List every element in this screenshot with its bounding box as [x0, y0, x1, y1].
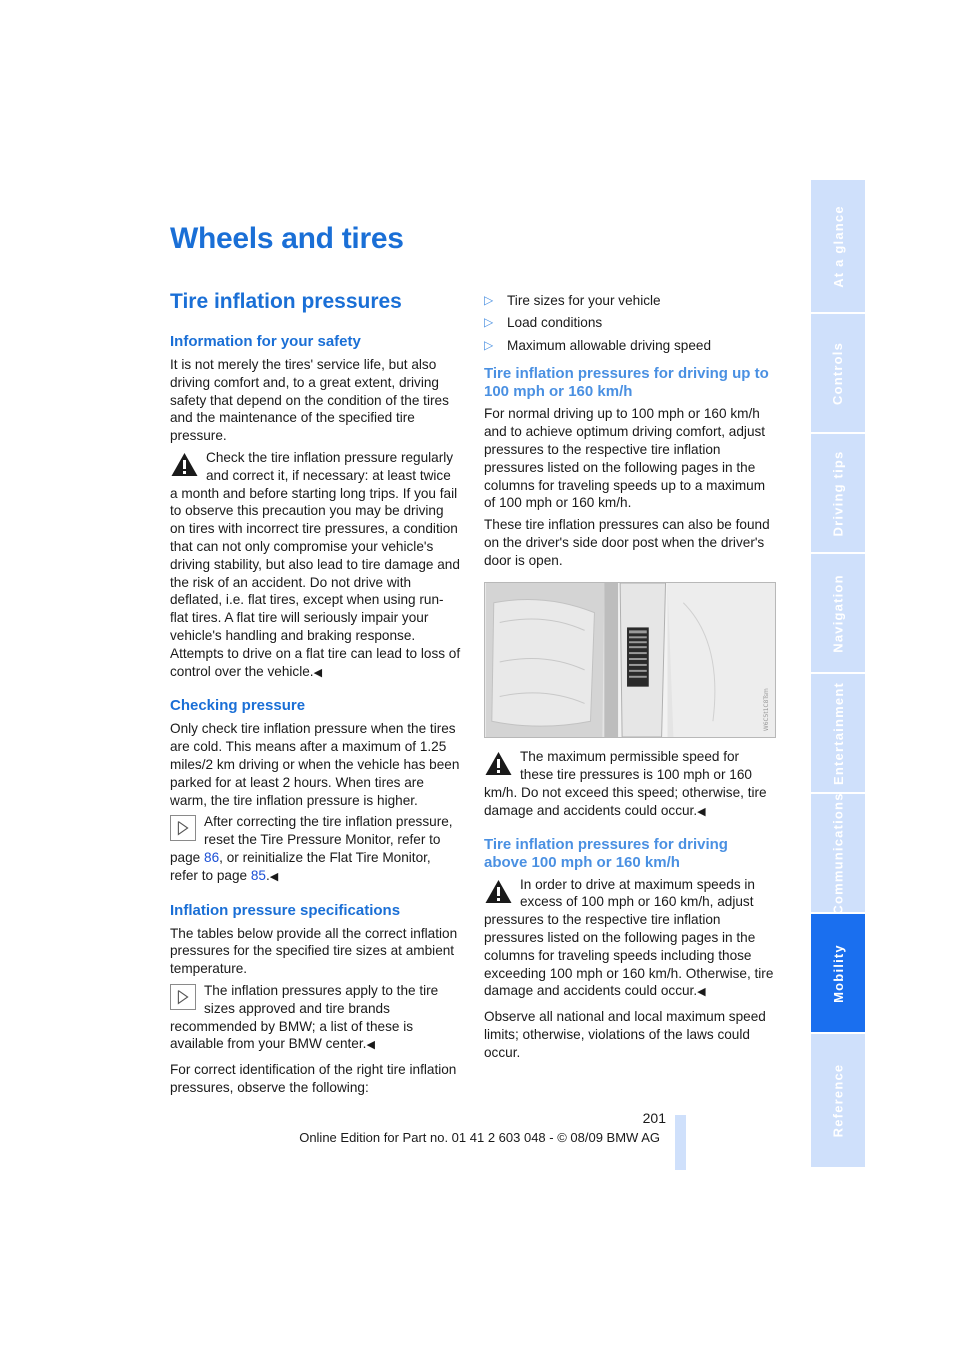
tab-controls[interactable]: Controls — [811, 314, 865, 432]
end-marker-icon: ◀ — [697, 805, 706, 818]
tab-at-a-glance[interactable]: At a glance — [811, 180, 865, 312]
tab-communications[interactable]: Communications — [811, 794, 865, 912]
heading-up-to-100: Tire inflation pressures for driving up to 100 mph or 160 km/h — [484, 365, 769, 401]
tab-entertainment[interactable]: Entertainment — [811, 674, 865, 792]
door-post-photo — [484, 582, 776, 738]
note-text-c: . — [265, 867, 270, 883]
info-note-approved-sizes — [170, 982, 461, 1055]
info-note-reset-monitor — [170, 813, 461, 886]
chapter-tabs — [811, 180, 865, 1167]
note-arrow-icon — [170, 815, 196, 841]
warning-note-regular-check — [170, 449, 461, 682]
heading-safety: Information for your safety — [170, 333, 361, 350]
page-number: 201 — [642, 1110, 666, 1126]
list-item: ▷ Tire sizes for your vehicle — [484, 293, 661, 308]
list-item: ▷ Load conditions — [484, 315, 603, 331]
heading-specifications: Inflation pressure specifications — [170, 901, 401, 919]
bullet-triangle-icon: ▷ — [484, 337, 494, 352]
warning-text: The maximum permissible speed for these tire pressures is 100 mph or 160 km/h. Do not exceed this speed; otherwise, tire damage and accidents could occur. — [484, 749, 767, 818]
paragraph-speed-limits: Observe all national and local maximum speed limits; otherwise, violations of the laws could occur. — [484, 1009, 766, 1060]
list-item: ▷ Maximum allowable driving speed — [484, 337, 711, 353]
heading-checking: Checking pressure — [170, 697, 306, 715]
warning-note-above-100 — [484, 876, 775, 1003]
warning-text: Check the tire inflation pressure regularly and correct it, if necessary: at least twice a month and before starting long trips. If you fail to observe this precaution you may be driving on tires with incorrect tire pressures, a condition that can not only compromise your vehicle's driving stability, but also lead to tire damage and the risk of an accident. Do not drive with deflated, i.e. flat tires, except when using run-flat tires. A flat tire will seriously impair your vehicle's handling and braking response. Attempts to drive on a flat tire can lead to loss of control over the vehicle. — [170, 449, 461, 679]
end-marker-icon: ◀ — [366, 1039, 375, 1052]
warning-triangle-icon — [484, 878, 513, 905]
end-marker-icon: ◀ — [697, 986, 706, 999]
criteria-list — [484, 292, 775, 355]
bullet-triangle-icon: ▷ — [484, 293, 494, 307]
left-column — [170, 332, 461, 1101]
warning-triangle-icon — [484, 750, 513, 777]
photo-code: W6C5t1C8Tsm — [764, 687, 771, 731]
footer-accent-bar — [675, 1115, 686, 1170]
note-arrow-icon — [170, 984, 196, 1010]
bullet-triangle-icon: ▷ — [484, 315, 494, 330]
page-link-85[interactable]: 85 — [250, 867, 266, 883]
end-marker-icon: ◀ — [313, 666, 323, 679]
paragraph-safety: It is not merely the tires' service life, but also driving comfort and, to a great extent, driving safety that depend on the condition of the tires and the maintenance of the specified tire pressure. — [170, 357, 449, 444]
warning-triangle-icon — [170, 451, 199, 478]
footer-edition: Online Edition for Part no. 01 41 2 603 048 - © 08/09 BMW AG — [299, 1130, 660, 1145]
warning-text: In order to drive at maximum speeds in excess of 100 mph or 160 km/h, adjust pressures to the respective tire inflation pressures listed on the following pages in the columns for traveling speeds including those exceeding 100 mph or 160 km/h. Otherwise, tire damage and accidents could occur. — [484, 876, 774, 999]
section-title: Tire inflation pressures — [170, 290, 402, 313]
warning-note-max-speed — [484, 748, 775, 821]
note-text-a: After correcting the tire inflation pressure, reset the Tire Pressure Monitor, refer to page — [170, 814, 453, 865]
note-text: The inflation pressures apply to the tire sizes approved and tire brands recommended by BMW; a list of these is available from your BMW center. — [170, 982, 439, 1052]
tab-navigation[interactable]: Navigation — [811, 554, 865, 672]
paragraph-up-to-100: For normal driving up to 100 mph or 160 km/h and to achieve optimum driving comfort, adjust pressures to the respective tire inflation pressures listed on the following pages in the columns for traveling speeds up to a maximum of 100 mph or 160 km/h. — [484, 406, 766, 511]
paragraph-identification: For correct identification of the right tire inflation pressures, observe the following: — [170, 1062, 457, 1095]
heading-above-100: Tire inflation pressures for driving above 100 mph or 160 km/h — [484, 835, 728, 871]
tab-driving-tips[interactable]: Driving tips — [811, 434, 865, 552]
note-text-b: , or reinitialize the Flat Tire Monitor, refer to page — [170, 849, 431, 883]
paragraph-checking: Only check tire inflation pressure when the tires are cold. This means after a maximum of 1.25 miles/2 km driving or when the vehicle has been parked for at least 2 hours. When tires are warm, the tire inflation pressure is higher. — [170, 721, 460, 808]
right-column — [484, 292, 775, 1066]
end-marker-icon: ◀ — [269, 870, 279, 883]
tab-mobility[interactable]: Mobility — [811, 914, 865, 1032]
paragraph-door-post: These tire inflation pressures can also be found on the driver's side door post when the driver's door is open. — [484, 517, 770, 568]
page-title: Wheels and tires — [170, 222, 404, 255]
paragraph-specifications: The tables below provide all the correct inflation pressures for the specified tire sizes at ambient temperature. — [170, 925, 458, 977]
page-link-86[interactable]: 86 — [204, 849, 220, 865]
tab-reference[interactable]: Reference — [811, 1034, 865, 1167]
